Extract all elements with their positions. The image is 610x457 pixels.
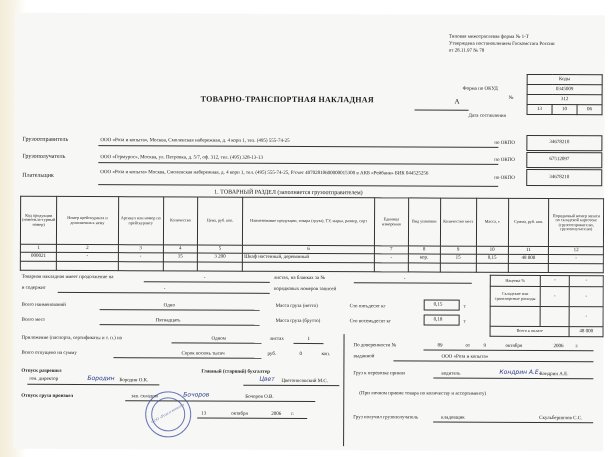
consignee-value: ООО «Гермурос», Москва, ул. Петровка, д. 5/7, оф. 312, тел. (495) 328-13-13 <box>100 155 263 161</box>
signature-divider <box>343 334 344 446</box>
gross-unit: т <box>463 319 466 325</box>
waybill-document <box>13 13 605 452</box>
sheets-value: - <box>403 276 406 282</box>
warehouse-sum: - <box>570 287 604 307</box>
col-number: 3 <box>118 245 163 253</box>
warehouse-label: Складские или транспортные расходы <box>490 286 540 306</box>
payer-label: Плательщик <box>22 172 54 179</box>
release-month: октября <box>231 411 248 417</box>
total-value: 48 000 <box>569 327 603 337</box>
places-label: Всего мест <box>21 317 46 323</box>
table-row <box>20 261 603 273</box>
release-year: 2006 <box>271 411 282 417</box>
records-label: порядковых номеров записей <box>273 286 337 293</box>
permitted-line <box>27 384 159 385</box>
warehouse-value: - <box>540 287 570 307</box>
shipper-label: Грузоотправитель <box>22 136 69 143</box>
markup-value: - <box>540 276 570 287</box>
total-label: Всего к оплате <box>490 326 569 336</box>
col-header: Цена, руб. коп. <box>197 197 243 245</box>
form-note-2: Утверждена постановлением Госкомстата России <box>448 41 555 48</box>
col-number: 5 <box>197 245 242 253</box>
rub-value: 0 <box>299 351 302 357</box>
series-label: А <box>454 97 460 106</box>
proxy-year-suffix: г. <box>575 344 579 350</box>
accountant-line <box>243 385 339 386</box>
series-underline <box>415 109 469 110</box>
stamp-text: ООО «Роза и копыта» <box>150 401 186 425</box>
rub-label: руб. <box>267 351 277 357</box>
number-label: № <box>508 95 514 101</box>
table-cell: - <box>549 255 604 264</box>
table-cell: - <box>374 254 408 263</box>
okud-code: 0345009 <box>527 84 602 94</box>
proxy-number: 89 <box>437 343 443 349</box>
shipper-okpo: 34678210 <box>549 140 570 146</box>
goods-table <box>20 196 604 274</box>
col-header: Количество <box>163 197 197 245</box>
received-label: Груз получил грузополучатель <box>353 415 419 421</box>
payer-value: ООО «Роза и копыта» Москва, Смоленская набережная, д. 4 корп 1, тел. (495) 555-74-25, Р/счет 40702810600000015300 в АКБ «Рейбанк» БИК 044525256 <box>100 170 429 177</box>
released-sum-label: Всего отпущено на сумму <box>21 350 77 356</box>
col-header: Артикул или номер по прейскуранту <box>118 197 164 245</box>
col-header: Порядковый номер записи по складской картотеке (грузоотправителю, грузополучателю) <box>549 199 604 247</box>
consignee-label: Грузополучатель <box>22 153 66 160</box>
table-cell: кор. <box>408 254 440 263</box>
consignee-okpo-label: по ОКПО <box>494 157 515 163</box>
table-cell: 000021 <box>20 252 56 261</box>
sheets-line <box>354 282 472 283</box>
continued-value: - <box>203 275 206 281</box>
payer-okpo: 34678210 <box>549 175 570 181</box>
gross-label: Масса груза (брутто) <box>275 318 321 325</box>
shipper-line <box>98 145 498 147</box>
document-title: ТОВАРНО-ТРАНСПОРТНАЯ НАКЛАДНАЯ <box>200 94 375 105</box>
accepted-signature: Кондрин А.Е. <box>499 368 541 377</box>
release-day: 13 <box>201 411 207 417</box>
date-year: 06 <box>577 105 602 115</box>
permitted-signature: Бородин <box>87 375 115 383</box>
shipper-okpo-label: по ОКПО <box>494 140 515 146</box>
permitted-position: ген. директор <box>29 376 59 382</box>
released-sum-value: Сорок восемь тысяч <box>181 351 225 357</box>
col-header: Количество мест <box>440 198 476 246</box>
payer-okpo-label: по ОКПО <box>494 175 515 181</box>
names-line <box>100 309 260 310</box>
table-cell: 3 200 <box>197 253 242 262</box>
extra-sum: - <box>569 307 603 327</box>
receipt-note: (При личном приеме товара по количеству и ассортименту) <box>359 391 487 397</box>
received-position: кладовщик <box>441 415 465 421</box>
attachment-label: Приложение (паспорта, сертификаты и т. п.) на <box>21 335 122 342</box>
table-cell: 15 <box>163 253 197 262</box>
released-by-position: зав. складом <box>131 394 158 400</box>
proxy-month: октября <box>505 343 523 349</box>
accountant-label: Главный (старший) бухгалтер <box>201 369 270 375</box>
consignee-line <box>98 162 498 164</box>
col-number: 8 <box>408 246 440 254</box>
date-label: Дата составления <box>468 113 506 119</box>
attachment-line <box>172 342 262 343</box>
contains-value: - <box>163 286 166 292</box>
codes-box <box>527 74 603 115</box>
issued-label: выданной <box>353 354 375 360</box>
shipper-value: ООО «Роза и копыта», Москва, Смоленская набережная, д. 4 корп 1, тел. (495) 555-74-25 <box>100 138 290 144</box>
accepted-line <box>433 378 593 379</box>
table-cell: - <box>57 252 118 261</box>
contains-line <box>58 292 270 294</box>
section-title: 1. ТОВАРНЫЙ РАЗДЕЛ (заполняется грузоотправителем) <box>214 189 363 197</box>
markup-label: Наценка % <box>490 275 540 286</box>
cargo-mass-unit: т <box>463 304 466 310</box>
table-cell: - <box>118 253 163 262</box>
cargo-mass-value: 0,15 <box>433 302 443 308</box>
gross-value: 0,18 <box>433 317 443 323</box>
col-header: Масса, т <box>476 198 508 246</box>
table-cell: 0,15 <box>476 254 508 263</box>
col-number: 12 <box>549 247 604 255</box>
date-day: 13 <box>527 104 552 114</box>
names-value: Одно <box>163 303 175 309</box>
contains-label: и содержит <box>21 285 46 291</box>
places-line <box>100 324 260 325</box>
surcharge-table <box>490 275 604 337</box>
stamp-seal <box>145 391 191 437</box>
table-cell: 48 000 <box>508 254 549 263</box>
col-header: Сумма, руб. коп. <box>508 198 549 246</box>
attachment-count: Одном <box>211 336 226 342</box>
released-by-name: Бочоров О.В. <box>245 394 274 400</box>
received-name: Скульберинчов С.С. <box>539 416 583 422</box>
permitted-label: Отпуск разрешил <box>21 368 62 374</box>
form-note-1: Типовая межотраслевая форма № 1-Т <box>448 34 529 40</box>
cargo-mass-label: Масса груза (нетто) <box>275 303 318 310</box>
proxy-from-label: от <box>465 343 471 349</box>
release-year-suffix: г. <box>291 411 294 417</box>
attachment-sheets-line <box>294 343 324 344</box>
codes-label: Коды <box>527 74 602 84</box>
release-date-line <box>197 418 307 419</box>
col-number: 10 <box>476 246 508 254</box>
kop-label: коп. <box>321 352 331 358</box>
proxy-day: 9 <box>483 343 487 349</box>
proxy-line <box>423 350 593 351</box>
col-number: 4 <box>163 245 197 253</box>
gross-words: Сто восемьдесят кг <box>349 319 391 325</box>
table-cell: Шкаф настенный, деревянный <box>243 253 375 263</box>
issued-value: ООО «Роза и копыта» <box>441 354 489 360</box>
form-note-3: от 28.11.97 № 78 <box>448 48 485 54</box>
released-sum-line <box>113 357 261 358</box>
col-header: Наименование продукции, товара (груза), ТУ, марка, размер, сорт <box>243 197 375 246</box>
accepted-name: Кондрин А.Е. <box>539 372 569 378</box>
col-number: 6 <box>243 245 375 254</box>
doc-number-code: 312 <box>527 94 602 104</box>
date-month: 10 <box>552 105 577 115</box>
cargo-mass-words: Сто пятьдесят кг <box>349 304 386 310</box>
proxy-year: 2006 <box>553 344 564 350</box>
proxy-label: По доверенности № <box>353 343 397 349</box>
accountant-signature: Цвет <box>259 375 275 383</box>
accountant-name: Цветоносовский М.С. <box>281 378 329 385</box>
released-by-label: Отпуск груза произвел <box>21 393 74 399</box>
okud-label: Форма по ОКУД <box>462 86 498 92</box>
col-number: 9 <box>440 246 476 254</box>
released-by-signature: Бочоров <box>183 391 210 399</box>
col-number: 11 <box>508 246 549 254</box>
attachment-sheets-value: 1 <box>307 336 311 343</box>
consignee-okpo: 67512097 <box>549 157 570 163</box>
continued-line <box>144 281 270 282</box>
col-header: Вид упаковки <box>408 198 440 246</box>
accepted-label: Груз к перевозке принял <box>353 371 406 377</box>
goods-table-header <box>20 196 603 247</box>
places-value: Пятнадцать <box>155 318 181 324</box>
markup-sum: - <box>570 276 604 287</box>
permitted-name: Бородин О.К. <box>119 378 149 384</box>
continued-label: Товарная накладная имеет продолжение на <box>21 274 114 281</box>
table-cell: 15 <box>440 254 476 263</box>
col-number: 2 <box>57 244 118 252</box>
accepted-position: водитель <box>441 371 461 377</box>
payer-line <box>98 184 498 186</box>
received-line <box>433 422 593 423</box>
attachment-sheets-label: листах <box>269 336 284 342</box>
col-header: Код продукции (номенкла-турный номер) <box>20 196 56 244</box>
names-label: Всего наименований <box>21 302 66 308</box>
col-header: Номер прейскуранта и дополнения к нему <box>57 196 118 244</box>
sheets-label: листах, на бланках за № <box>273 275 326 282</box>
issued-line <box>393 360 593 362</box>
col-number: 1 <box>20 244 56 252</box>
col-number: 7 <box>374 246 408 254</box>
col-header: Единица измерения <box>374 198 408 246</box>
